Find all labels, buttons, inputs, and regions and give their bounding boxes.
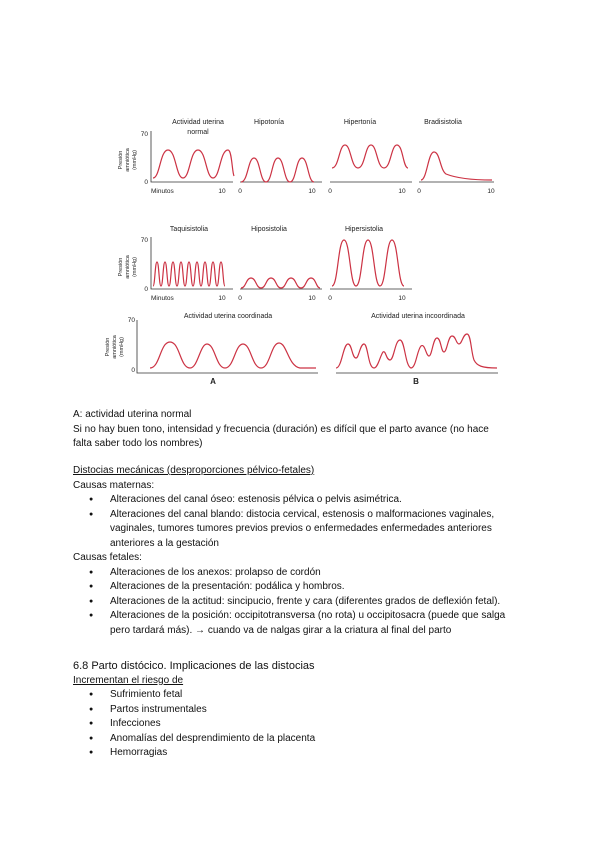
caption-line-2: Si no hay buen tono, intensidad y frecuencia (duración) es difícil que el parto avance (no hace: [73, 423, 489, 435]
x-start-label: 0: [328, 295, 332, 302]
curve-incoordinada: [336, 334, 497, 368]
panel-title-hipertonia: Hipertonía: [343, 119, 377, 126]
x-end-label: 10: [487, 188, 495, 195]
list-item-continuation: vaginales, tumores tumores previos previos o enfermedades enfermedades anteriores: [110, 523, 492, 534]
caption-line-1: A: actividad uterina normal: [73, 409, 192, 420]
y-axis-label-2: amniótica: [112, 335, 118, 359]
caption-line-3: falta saber todo los nombres): [73, 438, 203, 449]
panel-hiposistolia: [238, 226, 322, 302]
maternas-label: Causas maternas:: [73, 479, 155, 491]
panel-taquisistolia: [118, 226, 233, 302]
x-minutes-label: Minutos: [151, 295, 174, 302]
distocias-heading: Distocias mecánicas (desproporciones pélvico-fetales): [73, 465, 315, 476]
list-item: ● Partos instrumentales: [73, 703, 315, 718]
y-axis-label-1: Presión: [105, 337, 111, 357]
y-axis-label-2: amniótica: [125, 255, 131, 279]
y-zero-label: 0: [144, 286, 148, 293]
panel-incoordinada: [336, 313, 498, 386]
fetales-list: [73, 566, 505, 624]
panel-title-hipotonia: Hipotonía: [254, 119, 284, 126]
list-item-continuation: pero tardará más). → cuando va de nalgas girar a la criatura al final del parto: [110, 624, 452, 636]
panel-hipersistolia: [328, 226, 412, 302]
y-zero-label: 0: [131, 367, 135, 374]
panel-title-taquisistolia: Taquisistolia: [169, 226, 209, 233]
panel-hipertonia: [328, 119, 412, 195]
list-item: ● Hemorragias: [73, 746, 315, 761]
list-item: ● Alteraciones del canal blando: distocia cervical, estenosis o malformaciones vaginales,: [73, 508, 505, 523]
y-max-label: 70: [127, 317, 135, 324]
x-end-label: 10: [218, 188, 226, 195]
y-axis-label-3: (mmHg): [119, 337, 125, 357]
x-start-label: 0: [417, 188, 421, 195]
riesgos-list: [73, 688, 315, 761]
x-end-label: 10: [218, 295, 226, 302]
x-end-label: 10: [308, 295, 316, 302]
y-axis-label-1: Presión: [118, 257, 124, 277]
x-start-label: 0: [328, 188, 332, 195]
curve-hiposistolia: [241, 278, 320, 288]
y-max-label: 70: [140, 131, 148, 138]
caption-block: [73, 408, 489, 452]
y-axis-label-1: Presión: [118, 150, 124, 170]
y-axis-label-3: (mmHg): [132, 150, 138, 170]
y-max-label: 70: [140, 237, 148, 244]
panel-bradisistolia: [417, 119, 495, 195]
panel-title-hipersistolia: Hipersistolia: [344, 226, 384, 233]
curve-coordinada: [150, 342, 316, 368]
list-item: ● Alteraciones del canal óseo: estenosis pélvica o pelvis asimétrica.: [73, 493, 505, 508]
panel-b-label: B: [413, 377, 419, 386]
list-item: ● Anomalías del desprendimiento de la placenta: [73, 732, 315, 747]
panel-hipotonia: [238, 119, 322, 195]
panel-actividad-normal: [118, 119, 234, 195]
panel-title-normal-1: Actividad uterina: [172, 119, 224, 126]
list-item: ● Sufrimiento fetal: [73, 688, 315, 703]
y-axis-label-3: (mmHg): [132, 257, 138, 277]
list-item-continuation: anteriores a la gestación: [110, 537, 219, 549]
list-item: ● Alteraciones de los anexos: prolapso de cordón: [73, 566, 505, 581]
x-end-label: 10: [398, 295, 406, 302]
distocias-section: [73, 464, 505, 638]
riesgo-heading: Incrementan el riesgo de: [73, 674, 184, 686]
curve-hipotonia: [241, 158, 314, 182]
panel-title-incoordinada: Actividad uterina incoordinada: [371, 313, 465, 320]
y-axis-label-2: amniótica: [125, 148, 131, 172]
x-start-label: 0: [238, 295, 242, 302]
panel-coordinada: [105, 313, 318, 386]
section-title: 6.8 Parto distócico. Implicaciones de las distocias: [73, 660, 315, 672]
maternas-list: [73, 493, 505, 522]
panel-a-label: A: [210, 377, 216, 386]
x-start-label: 0: [238, 188, 242, 195]
list-item: ● Alteraciones de la posición: occipitotransversa (no rota) u occipitosacra (puede que salga: [73, 609, 505, 624]
x-end-label: 10: [398, 188, 406, 195]
fetales-label: Causas fetales:: [73, 552, 142, 563]
list-item: ● Alteraciones de la presentación: podálica y hombros.: [73, 580, 505, 595]
curve-normal: [153, 150, 234, 178]
x-end-label: 10: [308, 188, 316, 195]
curve-taquisistolia: [153, 262, 225, 286]
panel-title-coordinada: Actividad uterina coordinada: [183, 313, 273, 320]
curve-hipersistolia: [332, 240, 404, 286]
y-zero-label: 0: [144, 179, 148, 186]
panel-title-normal-2: normal: [187, 129, 209, 136]
uterine-activity-figure: [0, 0, 600, 400]
panel-title-hiposistolia: Hiposistolia: [251, 226, 287, 233]
panel-title-bradisistolia: Bradisistolia: [424, 119, 462, 126]
list-item: ● Alteraciones de la actitud: sincipucio, frente y cara (diferentes grados de deflexión fetal).: [73, 595, 505, 610]
curve-bradisistolia: [421, 152, 492, 180]
curve-hipertonia: [332, 145, 408, 168]
parto-distocico-section: [73, 659, 315, 761]
list-item: ● Infecciones: [73, 717, 315, 732]
x-minutes-label: Minutos: [151, 188, 174, 195]
